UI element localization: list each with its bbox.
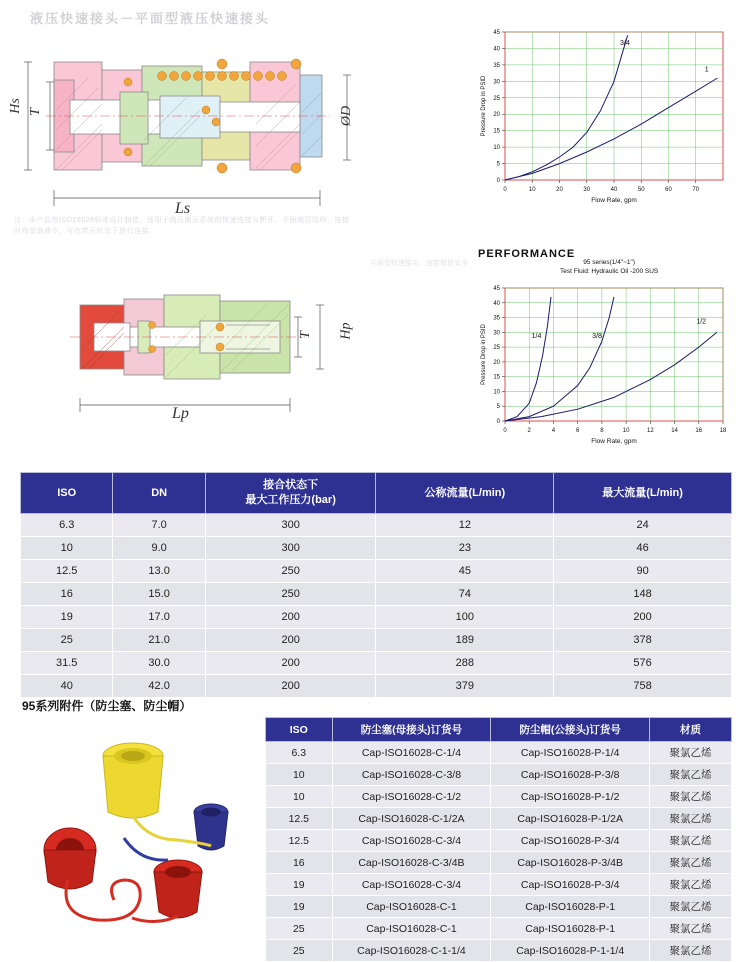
table-cell: 16: [21, 583, 113, 606]
col-dn: DN: [113, 473, 205, 514]
table-cell: 378: [554, 629, 732, 652]
col-max-working-pressure: 接合状态下 最大工作压力(bar): [205, 473, 376, 514]
accessories-cell: 10: [266, 786, 333, 808]
accessories-cell: Cap-ISO16028-P-3/8: [491, 764, 650, 786]
svg-text:0: 0: [503, 187, 507, 193]
accessories-cell: Cap-ISO16028-C-1/2: [332, 786, 491, 808]
dim-t: T: [27, 108, 43, 116]
accessories-cell: Cap-ISO16028-C-3/4B: [332, 852, 491, 874]
svg-text:30: 30: [493, 79, 500, 86]
accessories-cell: 25: [266, 918, 333, 940]
accessories-cell: 6.3: [266, 742, 333, 764]
accessories-cell: Cap-ISO16028-C-3/4: [332, 874, 491, 896]
accessories-cell: 12.5: [266, 808, 333, 830]
dim-lp: Lp: [172, 405, 189, 422]
svg-text:12: 12: [646, 428, 654, 434]
svg-text:25: 25: [493, 95, 500, 102]
table-cell: 25: [21, 629, 113, 652]
svg-text:40: 40: [493, 46, 500, 53]
svg-text:20: 20: [493, 359, 500, 366]
svg-text:45: 45: [493, 30, 500, 36]
accessories-cell: 聚氯乙烯: [650, 896, 732, 918]
svg-text:18: 18: [719, 428, 727, 434]
accessories-cell: Cap-ISO16028-C-3/8: [332, 764, 491, 786]
table-cell: 46: [554, 537, 732, 560]
svg-text:3/4: 3/4: [620, 40, 630, 48]
acc-col-cap: 防尘帽(公接头)订货号: [491, 718, 650, 742]
accessories-title: 95系列附件（防尘塞、防尘帽）: [22, 699, 192, 713]
table-cell: 17.0: [113, 606, 205, 629]
svg-text:1/4: 1/4: [531, 333, 542, 341]
table-cell: 9.0: [113, 537, 205, 560]
performance-subtitle-line2: Test Fluid: Hydraulic Oil -200 SUS: [560, 268, 659, 275]
svg-text:0: 0: [496, 178, 500, 184]
table-header-row: [21, 473, 732, 514]
coupling-section-drawing-bottom: [20, 265, 370, 430]
table-cell: 31.5: [21, 652, 113, 675]
accessories-cell: Cap-ISO16028-C-3/4: [332, 830, 491, 852]
accessories-cell: 25: [266, 940, 333, 962]
svg-text:20: 20: [493, 112, 500, 119]
accessories-cell: 19: [266, 896, 333, 918]
svg-text:35: 35: [493, 62, 500, 69]
table-cell: 200: [554, 606, 732, 629]
accessories-cell: Cap-ISO16028-C-1/4: [332, 742, 491, 764]
accessories-cell: 聚氯乙烯: [650, 764, 732, 786]
svg-text:35: 35: [493, 315, 500, 322]
accessories-cell: 聚氯乙烯: [650, 852, 732, 874]
accessories-cell: Cap-ISO16028-P-1: [491, 918, 650, 940]
performance-subtitle-line1: 95 series(1/4"~1"): [583, 259, 636, 266]
performance-heading: PERFORMANCE: [478, 248, 576, 260]
table-cell: 6.3: [21, 514, 113, 537]
accessories-cell: Cap-ISO16028-P-1/2A: [491, 808, 650, 830]
svg-text:14: 14: [671, 428, 678, 434]
accessories-cell: Cap-ISO16028-C-1: [332, 896, 491, 918]
svg-text:50: 50: [637, 187, 645, 193]
svg-text:0: 0: [503, 428, 507, 434]
svg-text:1: 1: [704, 66, 709, 74]
acc-col-plug: 防尘塞(母接头)订货号: [332, 718, 491, 742]
table-cell: 200: [205, 652, 376, 675]
accessories-cell: Cap-ISO16028-C-1/2A: [332, 808, 491, 830]
accessories-row: [266, 742, 732, 764]
accessories-cell: 聚氯乙烯: [650, 830, 732, 852]
svg-text:3/8: 3/8: [592, 333, 602, 341]
accessories-cell: 聚氯乙烯: [650, 808, 732, 830]
svg-text:30: 30: [493, 330, 500, 337]
table-row: [21, 675, 732, 698]
table-cell: 200: [205, 629, 376, 652]
svg-text:15: 15: [493, 128, 500, 135]
table-cell: 45: [376, 560, 554, 583]
accessories-cell: 16: [266, 852, 333, 874]
svg-text:8: 8: [600, 428, 604, 434]
accessories-header-row: [266, 718, 732, 742]
svg-text:10: 10: [493, 389, 500, 396]
dim-ls: Ls: [175, 200, 191, 217]
accessories-row: [266, 852, 732, 874]
svg-text:45: 45: [493, 286, 500, 292]
svg-text:16: 16: [695, 428, 703, 434]
table-cell: 74: [376, 583, 554, 606]
svg-text:Flow Rate, gpm: Flow Rate, gpm: [591, 197, 637, 204]
accessories-cell: 聚氯乙烯: [650, 786, 732, 808]
accessories-cell: Cap-ISO16028-P-1/4: [491, 742, 650, 764]
table-cell: 24: [554, 514, 732, 537]
table-cell: 250: [205, 560, 376, 583]
svg-text:15: 15: [493, 374, 500, 381]
dim-hp: Hp: [338, 322, 354, 340]
ghost-note: 注：本产品按ISO16028标准设计制造，适用于高压液压系统的快速连接与断开。平面阀芯结构，连接时残留油液少，可在带压状态下进行连接。: [14, 217, 350, 235]
table-cell: 40: [21, 675, 113, 698]
svg-text:10: 10: [528, 187, 536, 193]
accessories-cell: Cap-ISO16028-P-1-1/4: [491, 940, 650, 962]
accessories-cell: Cap-ISO16028-P-1/2: [491, 786, 650, 808]
accessories-row: [266, 918, 732, 940]
table-cell: 13.0: [113, 560, 205, 583]
table-cell: 10: [21, 537, 113, 560]
svg-text:2: 2: [527, 428, 531, 434]
svg-text:Pressure Drop in PSID: Pressure Drop in PSID: [481, 75, 487, 137]
table-cell: 12: [376, 514, 554, 537]
table-cell: 7.0: [113, 514, 205, 537]
dust-caps-photo: [28, 720, 263, 935]
table-cell: 200: [205, 675, 376, 698]
table-cell: 90: [554, 560, 732, 583]
accessories-cell: 聚氯乙烯: [650, 874, 732, 896]
svg-text:60: 60: [665, 187, 672, 193]
specification-table: [20, 472, 732, 698]
accessories-cell: Cap-ISO16028-P-3/4B: [491, 852, 650, 874]
accessories-row: [266, 896, 732, 918]
accessories-table: [265, 717, 732, 962]
performance-chart-bottom: [465, 278, 735, 453]
table-row: [21, 629, 732, 652]
svg-text:10: 10: [493, 145, 500, 152]
accessories-cell: 12.5: [266, 830, 333, 852]
col-iso: ISO: [21, 473, 113, 514]
table-cell: 12.5: [21, 560, 113, 583]
table-cell: 758: [554, 675, 732, 698]
svg-text:10: 10: [622, 428, 630, 434]
table-row: [21, 560, 732, 583]
table-cell: 300: [205, 514, 376, 537]
table-cell: 100: [376, 606, 554, 629]
table-cell: 250: [205, 583, 376, 606]
table-cell: 200: [205, 606, 376, 629]
table-cell: 300: [205, 537, 376, 560]
table-row: [21, 514, 732, 537]
accessories-row: [266, 808, 732, 830]
svg-text:Pressure Drop in PSID: Pressure Drop in PSID: [481, 324, 487, 385]
accessories-row: [266, 764, 732, 786]
table-cell: 15.0: [113, 583, 205, 606]
table-row: [21, 583, 732, 606]
svg-text:40: 40: [610, 187, 618, 193]
svg-text:40: 40: [493, 300, 500, 307]
accessories-row: [266, 830, 732, 852]
accessories-cell: Cap-ISO16028-C-1-1/4: [332, 940, 491, 962]
svg-text:0: 0: [496, 419, 500, 425]
accessories-cell: 10: [266, 764, 333, 786]
dim-od: ØD: [339, 105, 355, 127]
col-max-flow: 最大流量(L/min): [554, 473, 732, 514]
svg-text:30: 30: [583, 187, 591, 193]
acc-col-material: 材质: [650, 718, 732, 742]
table-row: [21, 537, 732, 560]
accessories-cell: 19: [266, 874, 333, 896]
ghost-note-secondary: 平面型快速接头，连接简便安全: [370, 260, 468, 267]
dim-t2: T: [297, 331, 313, 339]
svg-text:1/2: 1/2: [696, 318, 707, 326]
table-cell: 30.0: [113, 652, 205, 675]
acc-col-iso: ISO: [266, 718, 333, 742]
table-row: [21, 652, 732, 675]
accessories-cell: 聚氯乙烯: [650, 940, 732, 962]
svg-text:70: 70: [692, 187, 700, 193]
accessories-cell: Cap-ISO16028-P-1: [491, 896, 650, 918]
svg-text:5: 5: [496, 161, 500, 168]
table-cell: 379: [376, 675, 554, 698]
dim-hs: Hs: [7, 98, 23, 114]
table-cell: 288: [376, 652, 554, 675]
table-cell: 19: [21, 606, 113, 629]
accessories-cell: Cap-ISO16028-P-3/4: [491, 874, 650, 896]
accessories-cell: Cap-ISO16028-P-3/4: [491, 830, 650, 852]
table-cell: 576: [554, 652, 732, 675]
svg-text:Flow Rate, gpm: Flow Rate, gpm: [591, 438, 637, 445]
coupling-section-drawing-top: [7, 20, 370, 220]
accessories-cell: Cap-ISO16028-C-1: [332, 918, 491, 940]
performance-chart-top: [465, 22, 735, 212]
table-cell: 189: [376, 629, 554, 652]
accessories-row: [266, 874, 732, 896]
table-cell: 21.0: [113, 629, 205, 652]
svg-text:20: 20: [556, 187, 563, 193]
performance-subtitle: [560, 258, 658, 276]
accessories-cell: 聚氯乙烯: [650, 742, 732, 764]
svg-text:6: 6: [575, 428, 580, 434]
col-nominal-flow: 公称流量(L/min): [376, 473, 554, 514]
accessories-cell: 聚氯乙烯: [650, 918, 732, 940]
table-row: [21, 606, 732, 629]
accessories-row: [266, 786, 732, 808]
svg-text:4: 4: [551, 428, 556, 434]
svg-text:25: 25: [493, 345, 500, 352]
ghost-title: 液压快速接头－平面型液压快速接头: [30, 11, 271, 26]
table-cell: 23: [376, 537, 554, 560]
svg-text:5: 5: [496, 404, 500, 411]
accessories-row: [266, 940, 732, 962]
table-cell: 42.0: [113, 675, 205, 698]
table-cell: 148: [554, 583, 732, 606]
